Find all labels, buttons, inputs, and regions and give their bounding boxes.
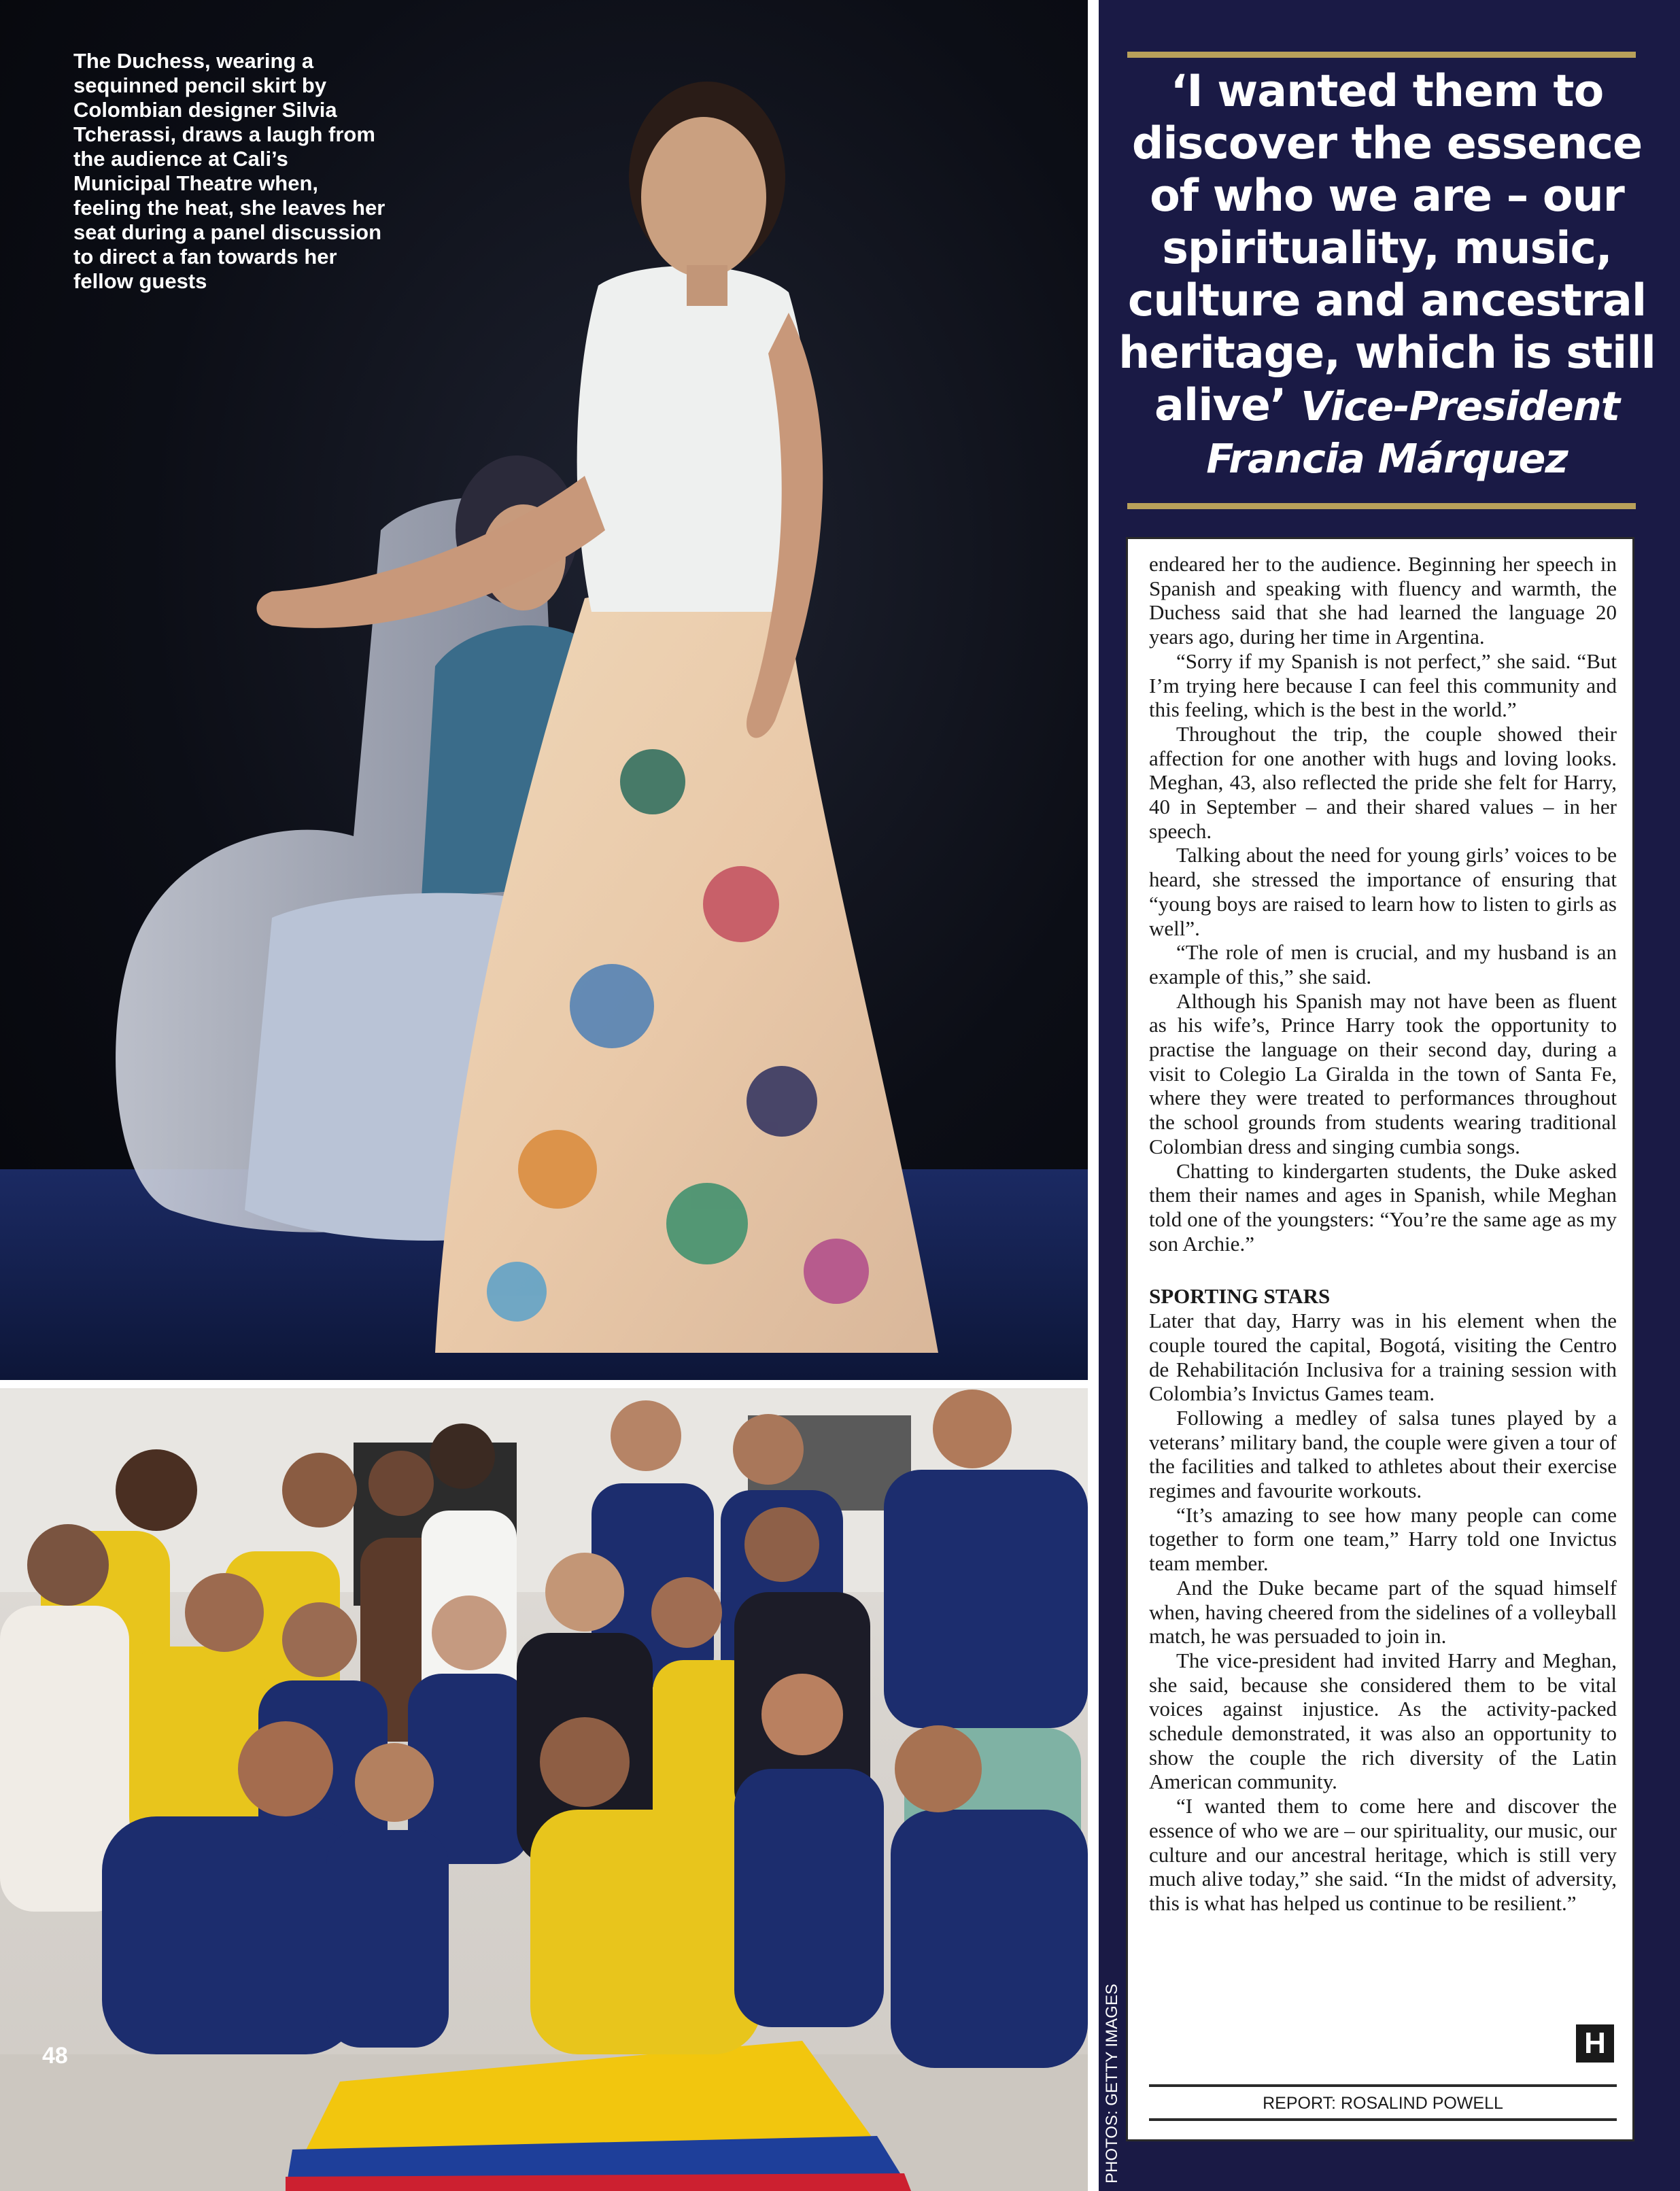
article-subheading: SPORTING STARS bbox=[1149, 1284, 1331, 1309]
article-paragraph: “The role of men is crucial, and my husband is an example of this,” she said. bbox=[1149, 940, 1617, 988]
report-credit: REPORT: ROSALIND POWELL bbox=[1263, 2094, 1503, 2113]
pull-quote-text: ‘I wanted them to discover the essence of who we are – our spirituality, music, culture and ancestral heritage, which is still alive’ bbox=[1118, 66, 1656, 431]
report-rule-top bbox=[1149, 2084, 1617, 2087]
article-body bbox=[1149, 552, 1617, 1916]
article-paragraph: “Sorry if my Spanish is not perfect,” she said. “But I’m trying here because I can feel this community and this feeling, which is the best in the world.” bbox=[1149, 649, 1617, 722]
page-number: 48 bbox=[42, 2043, 68, 2069]
pull-quote-attribution-title: Vice-President bbox=[1301, 383, 1619, 430]
pull-quote bbox=[1115, 65, 1659, 485]
photo-duchess-on-stage bbox=[0, 0, 1088, 1380]
invictus-photo-illustration bbox=[0, 1388, 1088, 2191]
photo-invictus-team bbox=[0, 1388, 1088, 2191]
article-paragraph: Although his Spanish may not have been as fluent as his wife’s, Prince Harry took the opportunity to practise the language on their second day, during a visit to Colegio La Giralda in the town of Santa Fe, where they were treated to performances throughout the school grounds from students wearing traditional Colombian dress and singing cumbia songs. bbox=[1149, 988, 1617, 1158]
article-paragraph: Chatting to kindergarten students, the Duke asked them their names and ages in Spanish, while Meghan told one of the youngsters: “You’re the same age as my son Archie.” bbox=[1149, 1158, 1617, 1256]
end-mark-logo: H bbox=[1576, 2024, 1614, 2063]
article-paragraph: Talking about the need for young girls’ voices to be heard, she stressed the importance of ensuring that “young boys are raised to learn how to listen to girls as well”. bbox=[1149, 843, 1617, 940]
pull-quote-attribution-name: Francia Márquez bbox=[1206, 435, 1568, 482]
gold-rule-top bbox=[1127, 52, 1636, 58]
gold-rule-bottom bbox=[1127, 503, 1636, 509]
photo-caption: The Duchess, wearing a sequinned pencil skirt by Colombian designer Silvia Tcherassi, draws a laugh from the audience at Cali’s Municipal Theatre when, feeling the heat, she leaves her seat during a panel discussion to direct a fan towards her fellow guests bbox=[73, 49, 385, 293]
report-rule-bottom bbox=[1149, 2118, 1617, 2121]
article-paragraph: “It’s amazing to see how many people can come together to form one team,” Harry told one Invictus team member. bbox=[1149, 1502, 1617, 1576]
article-paragraph: And the Duke became part of the squad himself when, having cheered from the sidelines of a volleyball match, he was persuaded to join in. bbox=[1149, 1575, 1617, 1649]
article-paragraph: Later that day, Harry was in his element when the couple toured the capital, Bogotá, visiting the Centro de Rehabilitación Inclusiva for a training session with Colombia’s Invictus Games team. bbox=[1149, 1309, 1617, 1406]
article-paragraph: Following a medley of salsa tunes played by a veterans’ military band, the couple were given a tour of the facilities and talked to athletes about their exercise regimes and favourite workouts. bbox=[1149, 1405, 1617, 1503]
photo-credit: PHOTOS: GETTY IMAGES bbox=[1103, 1984, 1121, 2184]
article-paragraph: Throughout the trip, the couple showed their affection for one another with hugs and loving looks. Meghan, 43, also reflected the pride she felt for Harry, 40 in September – and their shared values – in her speech. bbox=[1149, 721, 1617, 843]
article-paragraph: The vice-president had invited Harry and Meghan, she said, because she considered them to be vital voices against injustice. As the activity-packed schedule demonstrated, it was also an opportunity to show the couple the rich diversity of the Latin American community. bbox=[1149, 1648, 1617, 1794]
article-paragraph: endeared her to the audience. Beginning her speech in Spanish and speaking with fluency and warmth, the Duchess said that she had learned the language 20 years ago, during her time in Argentina. bbox=[1149, 552, 1617, 649]
article-paragraph: “I wanted them to come here and discover the essence of who we are – our spirituality, our music, our culture and our ancestral heritage, which is still very much alive today,” she said. “In the midst of adversity, this is what has helped us continue to be resilient.” bbox=[1149, 1794, 1617, 1915]
